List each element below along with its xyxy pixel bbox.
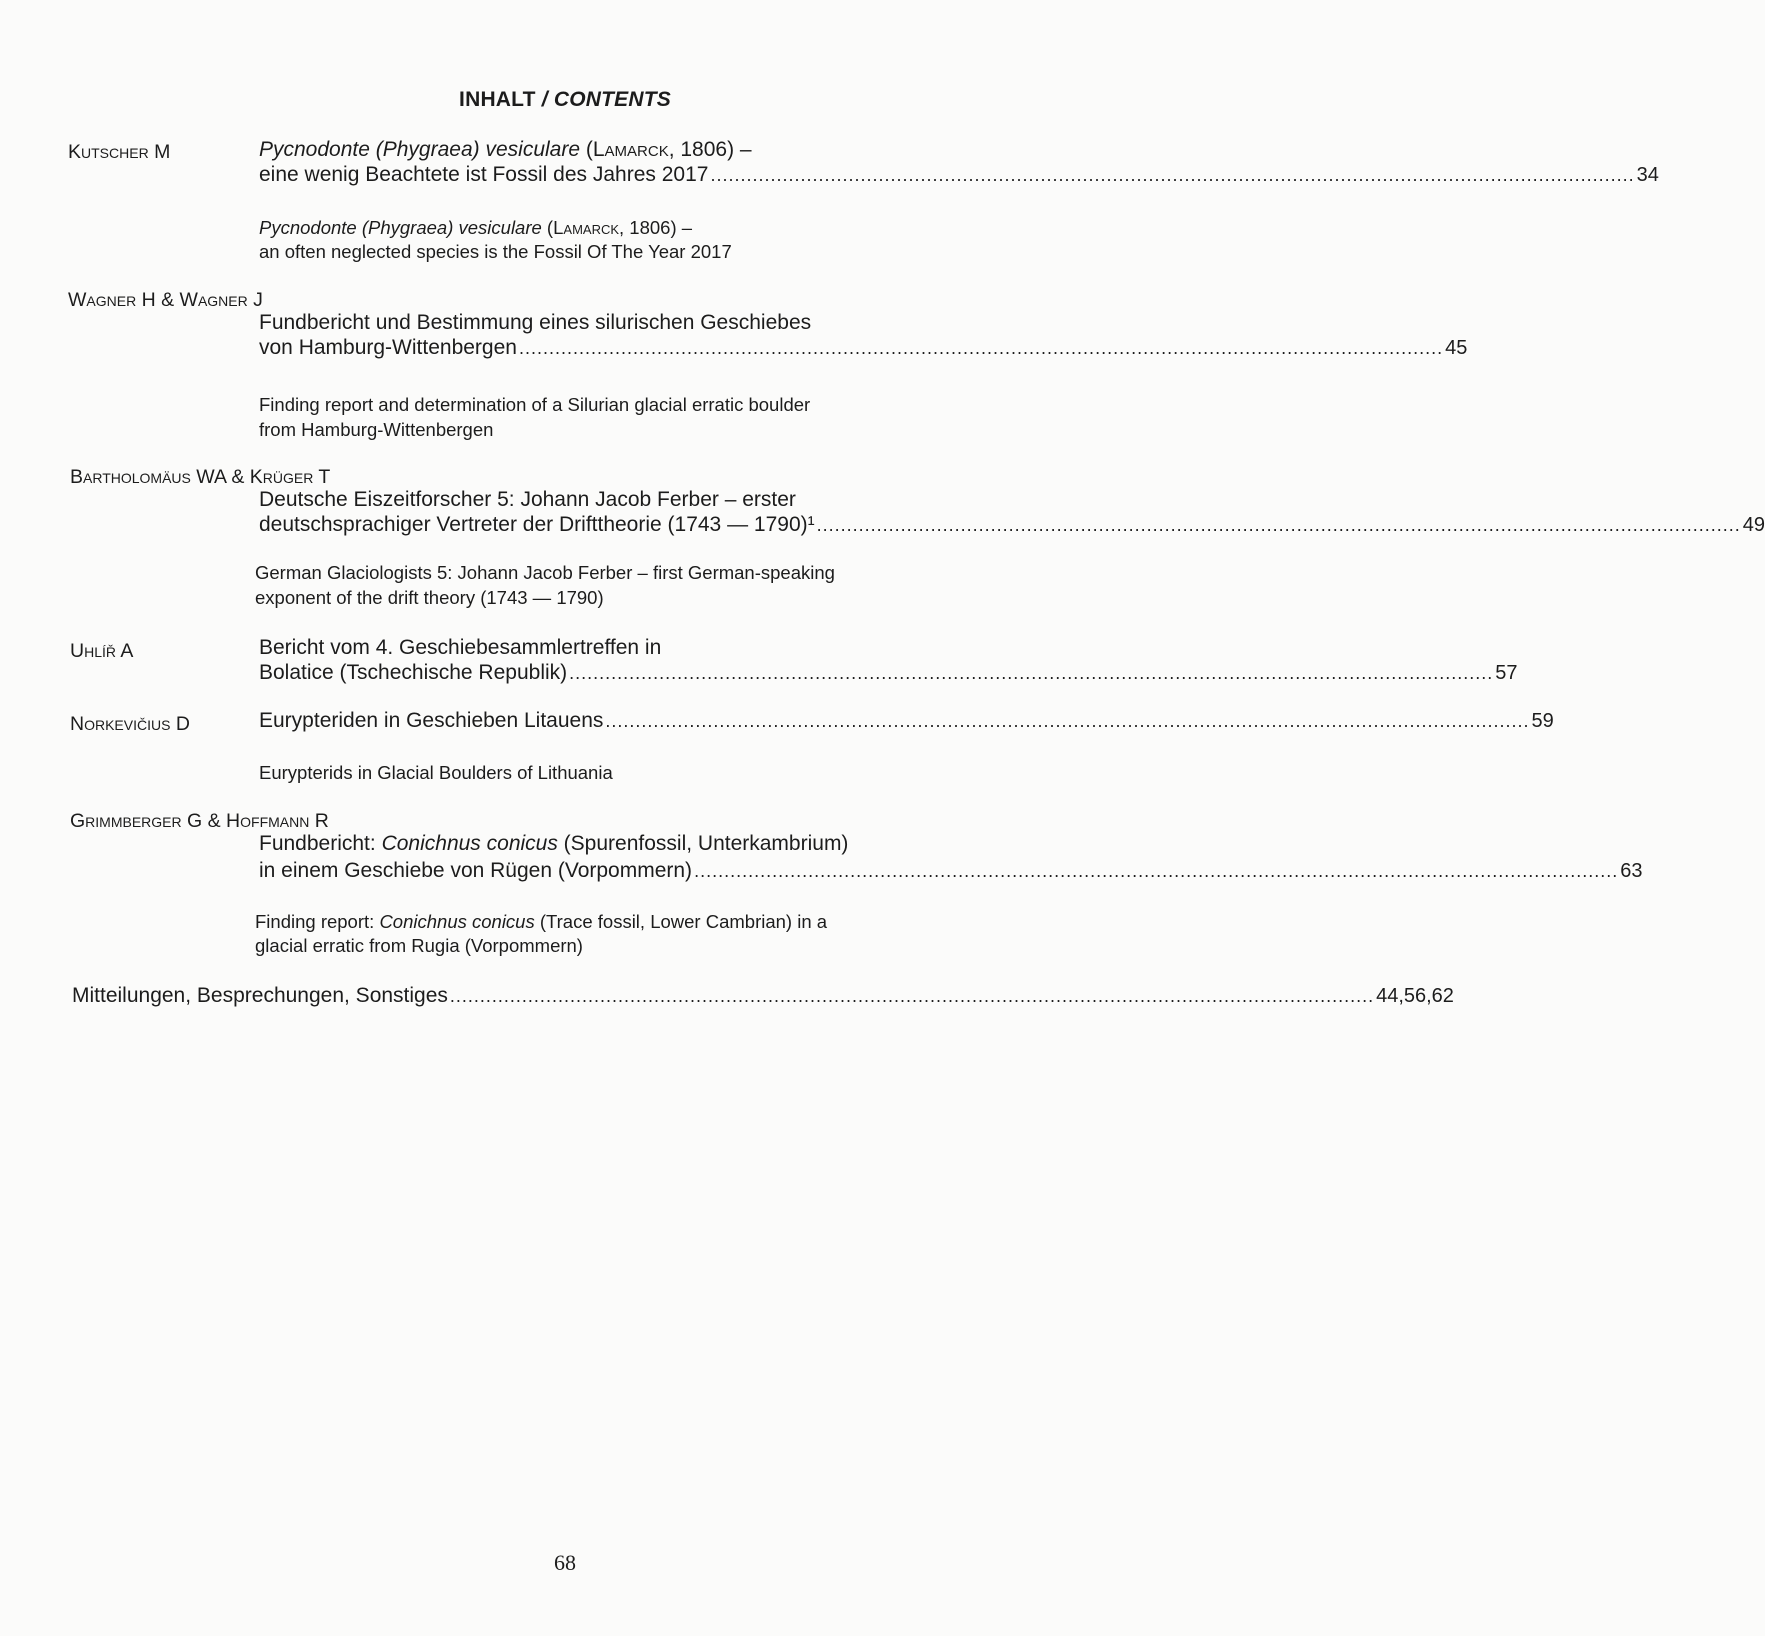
entry-translation-line: Finding report and determination of a Silurian glacial erratic boulder [259,394,811,415]
entry-translation-line: from Hamburg-Wittenbergen [259,419,494,440]
entry-translation-line: Finding report: Conichnus conicus (Trace fossil, Lower Cambrian) in a [255,911,828,932]
entry-author: Norkevičius D [70,713,190,735]
entry-title-line: Pycnodonte (Phygraea) vesiculare (Lamarck, 1806) – [259,138,752,161]
toc-entry-line[interactable]: Bolatice (Tschechische Republik) .......................................................................................................................................................... 57 [259,661,1518,684]
entry-translation-line: glacial erratic from Rugia (Vorpommern) [255,935,583,956]
toc-entry-line[interactable]: in einem Geschiebe von Rügen (Vorpommern) .......................................................................................................................................................... 63 [259,859,1643,882]
page-number: 49 [1742,514,1765,536]
entry-translation-line: Pycnodonte (Phygraea) vesiculare (Lamarck, 1806) – [259,217,693,238]
entry-author: Wagner H & Wagner J [68,289,263,311]
folio-page-number: 68 [554,1550,576,1575]
toc-entry-line[interactable]: Eurypteriden in Geschieben Litauens .......................................................................................................................................................... 59 [259,709,1554,732]
entry-author: Uhlíř A [70,640,134,662]
toc-entry-line[interactable]: deutschsprachiger Vertreter der Drifttheorie (1743 — 1790)¹ .......................................................................................................................................................... 49 [259,513,1765,536]
entry-translation-line: an often neglected species is the Fossil Of The Year 2017 [259,241,732,262]
entry-author: Grimmberger G & Hoffmann R [70,810,329,832]
entry-translation-line: exponent of the drift theory (1743 — 1790) [255,587,604,608]
entry-author: Kutscher M [68,141,171,163]
toc-misc-line[interactable]: Mitteilungen, Besprechungen, Sonstiges .......................................................................................................................................................... 44,56,62 [72,984,1454,1007]
toc-entry-line[interactable]: von Hamburg-Wittenbergen .......................................................................................................................................................... 45 [259,336,1468,359]
entry-translation-line: Eurypterids in Glacial Boulders of Lithuania [259,762,613,783]
page-number: 59 [1531,710,1554,732]
entry-title-line: Deutsche Eiszeitforscher 5: Johann Jacob Ferber – erster [259,488,796,511]
page-number: 45 [1445,337,1468,359]
toc-entry-line[interactable]: eine wenig Beachtete ist Fossil des Jahres 2017 .......................................................................................................................................................... 34 [259,163,1659,186]
entry-translation-line: German Glaciologists 5: Johann Jacob Ferber – first German-speaking [255,562,835,583]
entry-title-line: Bericht vom 4. Geschiebesammlertreffen in [259,636,662,659]
page-number: 34 [1636,164,1659,186]
page-number: 63 [1620,860,1643,882]
entry-title-line: Fundbericht: Conichnus conicus (Spurenfossil, Unterkambrium) [259,832,849,855]
entry-title-line: Fundbericht und Bestimmung eines silurischen Geschiebes [259,311,812,334]
page-title: INHALT / CONTENTS [459,88,671,111]
entry-author: Bartholomäus WA & Krüger T [70,466,331,488]
page-number: 44,56,62 [1376,985,1454,1007]
page-number: 57 [1495,662,1518,684]
